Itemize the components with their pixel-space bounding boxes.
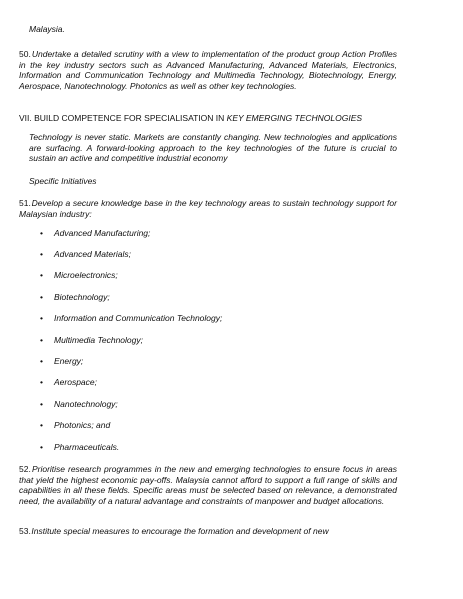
bullet-item: • Multimedia Technology; bbox=[40, 335, 143, 345]
bullet-item: • Advanced Materials; bbox=[40, 249, 132, 259]
bullet-item: • Information and Communication Technology; bbox=[40, 313, 223, 323]
paragraph-52 bbox=[19, 464, 397, 506]
bullet-dot: • bbox=[40, 377, 43, 387]
paragraph-number: 53. bbox=[19, 526, 31, 536]
bullet-dot: • bbox=[40, 335, 43, 345]
bullet-dot: • bbox=[40, 249, 43, 259]
bullet-item: • Energy; bbox=[40, 356, 84, 366]
bullet-item: • Photonics; and bbox=[40, 420, 111, 430]
bullet-dot: • bbox=[40, 313, 43, 323]
subheading-specific-initiatives: Specific Initiatives bbox=[29, 176, 97, 186]
bullet-item: • Nanotechnology; bbox=[40, 399, 118, 409]
intro-paragraph: Technology is never static. Markets are constantly changing. New technologies and applications are surfacing. A forward-looking approach to the key technologies of the future is crucial to sustain an active and competitive industrial economy bbox=[29, 132, 397, 164]
bullet-dot: • bbox=[40, 420, 43, 430]
bullet-dot: • bbox=[40, 442, 43, 452]
bullet-item: • Biotechnology; bbox=[40, 292, 110, 302]
paragraph-number: 51. bbox=[19, 198, 31, 208]
bullet-item: • Microelectronics; bbox=[40, 270, 118, 280]
section-heading bbox=[19, 113, 419, 124]
paragraph-text: Develop a secure knowledge base in the key technology areas to sustain technology support for Malaysian industry: bbox=[19, 198, 397, 219]
paragraph-text: Undertake a detailed scrutiny with a view to implementation of the product group Action Profiles in the key industry sectors such as Advanced Manufacturing, Advanced Materials, Electronics, Information and Communication Technology and Multimedia Technology, Biotechnology, Energy, Aerospace, Nanotechnology. Photonics as well as other key technologies. bbox=[19, 49, 397, 91]
paragraph-53 bbox=[19, 526, 397, 537]
section-heading-italic: KEY EMERGING TECHNOLOGIES bbox=[226, 113, 363, 123]
bullet-item: • Aerospace; bbox=[40, 377, 97, 387]
bullet-dot: • bbox=[40, 228, 43, 238]
bullet-item: • Advanced Manufacturing; bbox=[40, 228, 151, 238]
bullet-dot: • bbox=[40, 292, 43, 302]
paragraph-50 bbox=[19, 49, 397, 91]
bullet-dot: • bbox=[40, 356, 43, 366]
bullet-item: • Pharmaceuticals. bbox=[40, 442, 120, 452]
bullet-dot: • bbox=[40, 399, 43, 409]
paragraph-text: Institute special measures to encourage the formation and development of new bbox=[31, 526, 329, 536]
paragraph-text: Prioritise research programmes in the new and emerging technologies to ensure focus in areas that yield the highest economic pay-offs. Malaysia cannot afford to support a full range of skills and capabilities in all these fields. Specific areas must be selected based on relevance, a demonstrated need, the availability of a natural advantage and constraints of manpower and budget allocations. bbox=[19, 464, 397, 506]
bullet-dot: • bbox=[40, 270, 43, 280]
continuation-line: Malaysia. bbox=[29, 24, 65, 34]
paragraph-number: 50. bbox=[19, 49, 31, 59]
paragraph-51 bbox=[19, 198, 397, 219]
section-heading-normal: VII. BUILD COMPETENCE FOR SPECIALISATION IN bbox=[19, 113, 227, 123]
paragraph-number: 52. bbox=[19, 464, 31, 474]
